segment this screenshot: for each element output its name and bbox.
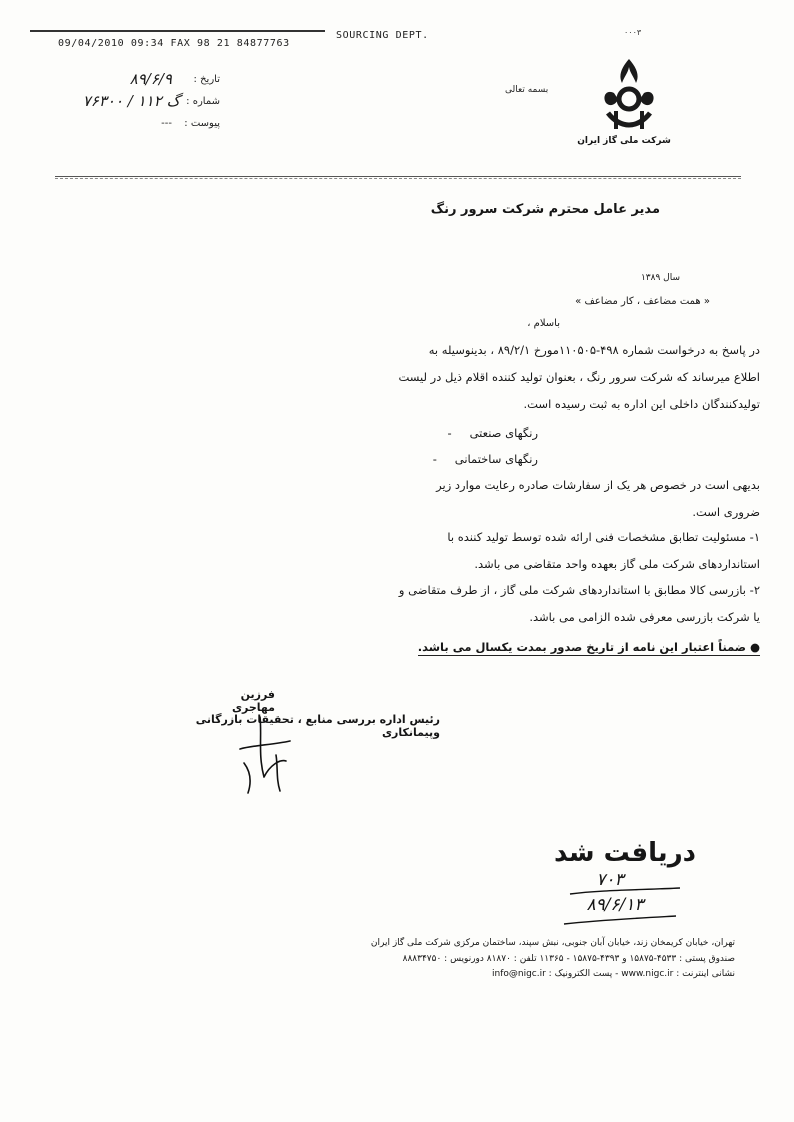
footer-address: تهران، خیابان کریمخان زند، خیابان آبان جنوبی، نبش سپند، ساختمان مرکزی شرکت ملی گاز ایران <box>370 938 735 948</box>
classification-heading: بسمه تعالی <box>505 85 549 95</box>
paragraph-line: ۲- بازرسی کالا مطابق با استانداردهای شرکت ملی گاز ، از طرف متقاضی و <box>398 583 760 597</box>
attachment-value: --- <box>161 118 172 129</box>
paragraph-line: اطلاع میرساند که شرکت سرور رنگ ، بعنوان تولید کننده اقلام ذیل در لیست <box>398 370 760 384</box>
fax-top-rule <box>30 30 325 32</box>
date-label: تاریخ : <box>193 74 220 85</box>
paragraph-2 <box>140 478 760 523</box>
paragraph-line: استانداردهای شرکت ملی گاز بعهده واحد متقاضی می باشد. <box>474 557 760 571</box>
nigc-logo-icon <box>596 55 662 135</box>
attachment-label: پیوست : <box>184 118 220 129</box>
attachment-row <box>80 114 220 136</box>
header-divider <box>55 176 741 177</box>
paragraph-line: در پاسخ به درخواست شماره ۴۹۸-۱۱۰۵۰۵مورخ ۸۹/۲/۱ ، بدینوسیله به <box>428 343 760 357</box>
paragraph-line: بدیهی است در خصوص هر یک از سفارشات صادره رعایت موارد زیر <box>436 478 760 492</box>
paragraph-1 <box>140 343 760 415</box>
company-name: شرکت ملی گاز ایران <box>577 136 671 146</box>
paragraph-line: ۱- مسئولیت تطابق مشخصات فنی ارائه شده توسط تولید کننده با <box>447 530 760 544</box>
list-item: رنگهای ساختمانی- <box>432 452 538 466</box>
list-item-label: رنگهای صنعتی <box>469 426 538 440</box>
header-divider-dashed <box>55 178 741 179</box>
list-item-label: رنگهای ساختمانی <box>454 452 538 466</box>
paragraph-line: تولیدکنندگان داخلی این اداره به ثبت رسیده است. <box>523 397 760 411</box>
year-label: سال ۱۳۸۹ <box>640 273 680 283</box>
fax-department: SOURCING DEPT. <box>336 30 429 41</box>
condition-1 <box>140 530 760 575</box>
product-list <box>300 426 538 478</box>
recipient: مدیر عامل محترم شرکت سرور رنگ <box>430 202 660 217</box>
salutation: باسلام ، <box>527 318 560 329</box>
signer-title: رئیس اداره بررسی منابع ، تحقیقات بازرگانی وپیمانکاری <box>195 713 440 739</box>
meta-block <box>80 70 220 136</box>
condition-2 <box>140 583 760 628</box>
received-date: ۸۹/۶/۱۳ <box>586 895 644 915</box>
paragraph-line: یا شرکت بازرسی معرفی شده الزامی می باشد. <box>529 610 760 624</box>
validity-note-text: ● ضمناً اعتبار این نامه از تاریخ صدور بمدت یکسال می باشد. <box>417 640 760 654</box>
paragraph-line: ضروری است. <box>692 505 760 519</box>
number-row <box>80 92 220 114</box>
received-number: ۷۰۳ <box>596 870 624 890</box>
date-value: ۸۹/۶/۹ <box>129 70 172 88</box>
footer-web: نشانی اینترنت : www.nigc.ir - پست الکترونیک : info@nigc.ir <box>492 969 735 979</box>
handwritten-signature-icon <box>220 715 310 795</box>
number-label: شماره : <box>186 96 220 107</box>
validity-note <box>220 640 760 654</box>
year-motto: « همت مضاعف ، کار مضاعف » <box>575 296 710 307</box>
list-item: رنگهای صنعتی- <box>447 426 538 440</box>
fax-header: 09/04/2010 09:34 FAX 98 21 84877763 <box>58 38 290 49</box>
received-stamp: دریافت شد <box>553 838 697 868</box>
footer-contact: صندوق پستی : ۴۵۳۳-۱۵۸۷۵ و ۴۳۹۳-۱۵۸۷۵ - ۱۱۳۶۵ تلفن : ۸۱۸۷۰ دورنویس : ۸۸۸۳۴۷۵۰ <box>402 954 735 964</box>
fax-page-marker: ۰۰۰۳ <box>624 28 642 37</box>
signer-name: فرزین مهاجری <box>231 688 275 714</box>
date-row <box>80 70 220 92</box>
number-value: گ ۱۱۲ / ۷۶۳۰۰ <box>82 92 180 110</box>
